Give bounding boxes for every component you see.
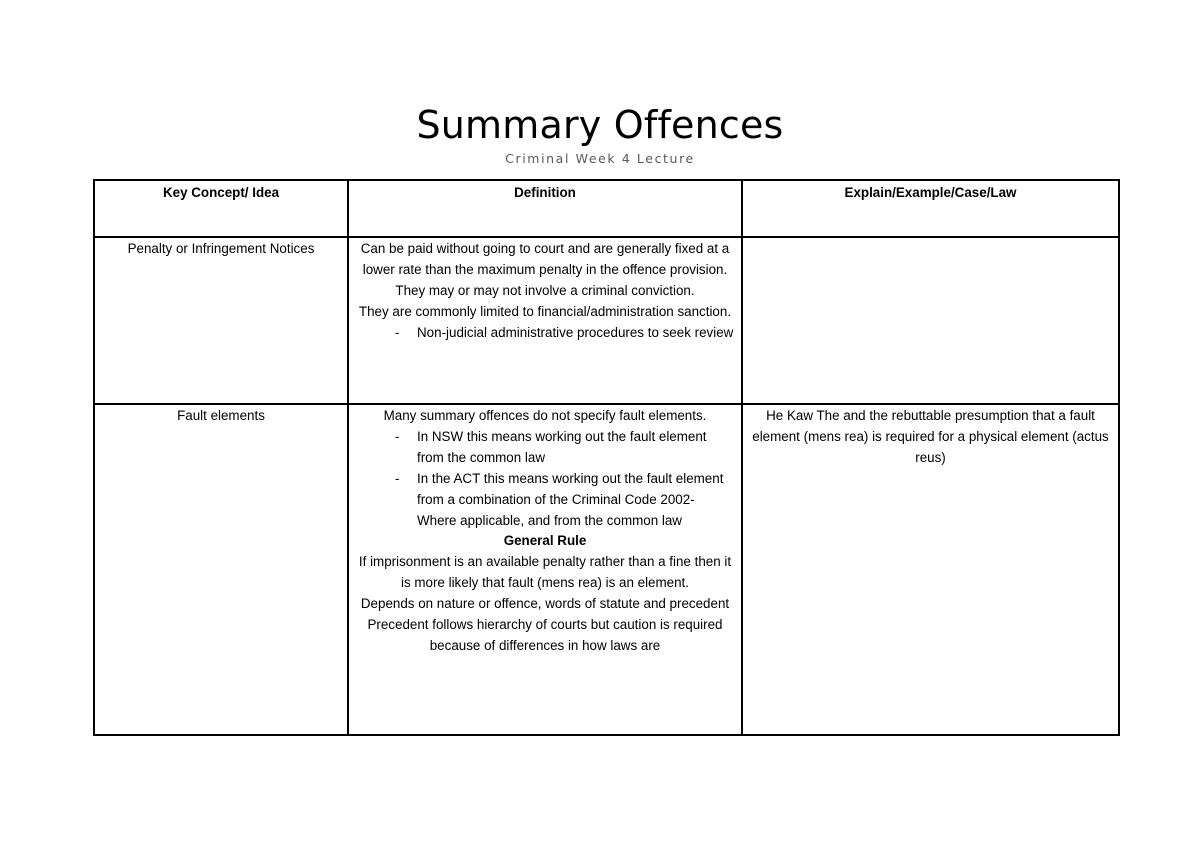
explain-text: He Kaw The and the rebuttable presumption that a fault element (mens rea) is required for a physical element (actus reus) [752, 408, 1109, 465]
notes-table [93, 179, 1120, 736]
header-row [94, 180, 1119, 237]
definition-paragraph: Can be paid without going to court and are generally fixed at a lower rate than the maximum penalty in the offence provision. [360, 241, 730, 277]
header-key-concept: Key Concept/ Idea [94, 180, 348, 237]
definition-paragraph: If imprisonment is an available penalty rather than a fine then it is more likely that fault (mens rea) is an element. [358, 554, 732, 591]
list-item [395, 469, 735, 532]
definition-cell [348, 404, 742, 735]
table-row [94, 404, 1119, 735]
general-rule-heading: General Rule [503, 533, 587, 549]
concept-cell [94, 237, 348, 404]
dash-bullet: - [395, 470, 400, 486]
definition-intro: Many summary offences do not specify fault elements. [383, 408, 707, 423]
header-definition: Definition [348, 180, 742, 237]
definition-paragraph: Precedent follows hierarchy of courts but caution is required because of differences in how laws are [367, 617, 723, 653]
dash-bullet: - [395, 324, 400, 340]
document-subtitle: Criminal Week 4 Lecture [505, 151, 695, 166]
bullet-text: Non-judicial administrative procedures to seek review [417, 324, 734, 340]
table-row [94, 237, 1119, 404]
list-item [395, 427, 735, 469]
explain-cell [742, 404, 1119, 735]
definition-bullet-list [355, 323, 735, 344]
definition-cell [348, 237, 742, 404]
bullet-text: In the ACT this means working out the fault element from a combination of the Criminal Code 2002- Where applicable, and from the common law [417, 470, 724, 528]
header-explain: Explain/Example/Case/Law [742, 180, 1119, 237]
explain-cell [742, 237, 1119, 404]
concept-cell [94, 404, 348, 735]
definition-paragraph: They may or may not involve a criminal conviction. [395, 282, 695, 298]
definition-paragraph: Depends on nature or offence, words of statute and precedent [360, 596, 730, 612]
dash-bullet: - [395, 428, 400, 444]
list-item [395, 323, 735, 344]
definition-bullet-list [355, 427, 735, 532]
concept-label: Penalty or Infringement Notices [127, 241, 315, 256]
concept-label: Fault elements [177, 408, 265, 423]
definition-paragraph: They are commonly limited to financial/administration sanction. [358, 303, 732, 319]
bullet-text: In NSW this means working out the fault element from the common law [417, 428, 707, 465]
document-title: Summary Offences [416, 103, 784, 147]
